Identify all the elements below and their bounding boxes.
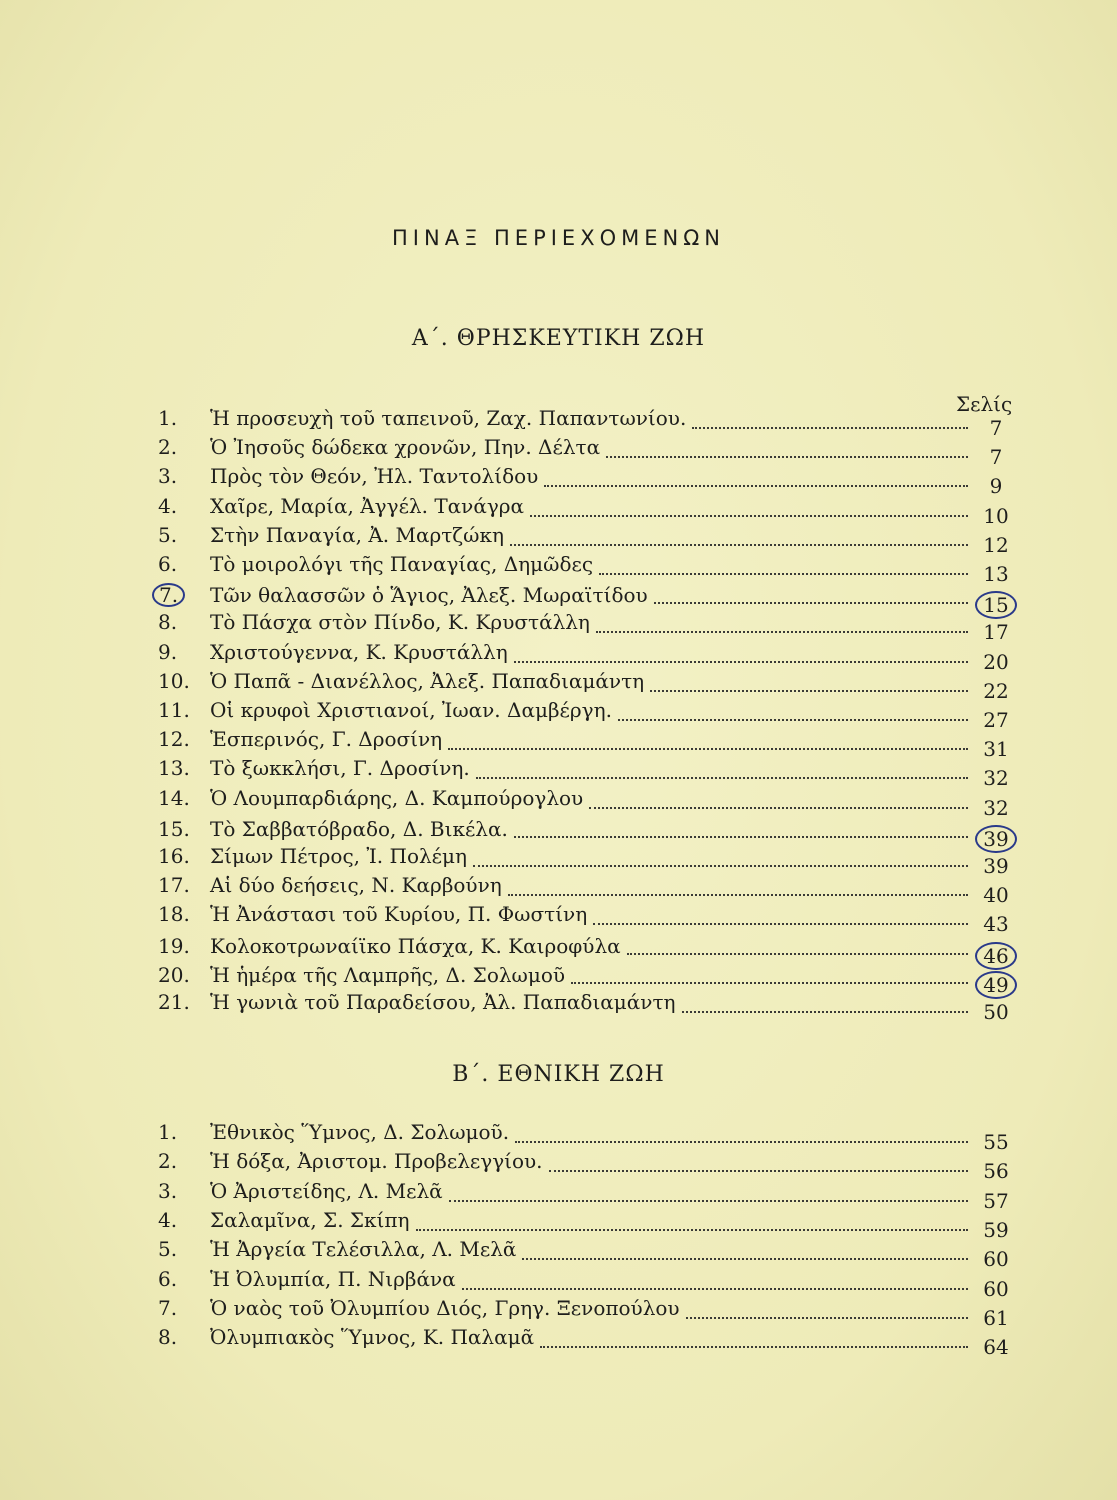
- entry-title: Ἡ προσευχὴ τοῦ ταπεινοῦ, Ζαχ. Παπαντωνίου.: [210, 406, 687, 430]
- dot-leader: [514, 822, 968, 838]
- entry-number: [158, 669, 210, 693]
- entry-title: Ἡ Ἀργεία Τελέσιλλα, Λ. Μελᾶ: [210, 1237, 517, 1262]
- entry-number: [158, 1237, 210, 1261]
- dot-leader: [514, 647, 968, 663]
- toc-entry: [158, 1207, 1018, 1242]
- section-heading-b: Β΄. ΕΘΝΙΚΗ ΖΩΗ: [452, 1062, 665, 1087]
- dot-leader: [596, 617, 968, 633]
- entry-number-text: 2.: [158, 1149, 178, 1174]
- toc-entry: [158, 668, 1018, 703]
- toc-entry: [158, 902, 1018, 937]
- entry-number-text: 8.: [158, 610, 178, 635]
- toc-entry: [158, 727, 1018, 762]
- entry-number-text: 10.: [158, 668, 190, 693]
- dot-leader: [510, 530, 968, 546]
- entry-number: [158, 1149, 210, 1173]
- entry-page-text: 13: [983, 562, 1009, 586]
- entry-number-text: 15.: [158, 816, 190, 841]
- dot-leader: [522, 1244, 968, 1260]
- dot-leader: [571, 968, 968, 984]
- dot-leader: [686, 1303, 968, 1319]
- entry-title: Πρὸς τὸν Θεόν, Ἠλ. Ταντολίδου: [210, 464, 539, 489]
- entry-title: Στὴν Παναγία, Ἀ. Μαρτζώκη: [210, 522, 504, 547]
- dot-leader: [530, 501, 968, 517]
- entry-page-text: 31: [983, 737, 1009, 762]
- toc-entry: [158, 756, 1018, 791]
- entry-number-text: 7.: [152, 583, 185, 607]
- dot-leader: [549, 1156, 968, 1172]
- entry-page-text: 55: [983, 1130, 1009, 1154]
- entry-number-text: 17.: [158, 873, 190, 898]
- entry-page-text: 43: [983, 912, 1009, 937]
- toc-entry: [158, 464, 1018, 499]
- entry-number-text: 14.: [158, 785, 190, 810]
- entry-page-text: 60: [983, 1276, 1009, 1301]
- entry-title: Ἡ Ὀλυμπία, Π. Νιρβάνα: [210, 1266, 456, 1291]
- toc-entry: [158, 522, 1018, 557]
- entry-title: Τὸ Σαββατόβραδο, Δ. Βικέλα.: [210, 816, 508, 841]
- section-heading-a: Α΄. ΘΡΗΣΚΕΥΤΙΚΗ ΖΩΗ: [411, 326, 706, 351]
- toc-entry: [158, 552, 1018, 586]
- entry-number: [158, 990, 210, 1014]
- dot-leader: [508, 880, 968, 896]
- entry-title: Σίμων Πέτρος, Ἰ. Πολέμη: [210, 844, 468, 868]
- entry-title: Σαλαμῖνα, Σ. Σκίπη: [210, 1207, 410, 1232]
- entry-number: [158, 844, 210, 868]
- entry-number: [158, 756, 210, 780]
- toc-entry: [158, 1295, 1018, 1330]
- entry-number-text: 5.: [158, 1237, 178, 1262]
- entry-title: Ἡ δόξα, Ἀριστομ. Προβελεγγίου.: [210, 1149, 543, 1174]
- entry-number: [158, 727, 210, 751]
- dot-leader: [449, 1186, 968, 1202]
- entry-title: Τὸ μοιρολόγι τῆς Παναγίας, Δημῶδες: [210, 552, 594, 576]
- toc-entry: [158, 1149, 1018, 1184]
- dot-leader: [515, 1127, 968, 1143]
- entry-page-number: [974, 1000, 1018, 1024]
- entry-page-text: 50: [983, 1000, 1009, 1024]
- entry-title: Τὸ ξωκκλήσι, Γ. Δροσίνη.: [210, 756, 470, 781]
- toc-entry: [158, 493, 1018, 528]
- dot-leader: [654, 588, 968, 604]
- entry-number-text: 21.: [158, 990, 190, 1014]
- toc-entry: [158, 435, 1018, 470]
- entry-number: [158, 464, 210, 488]
- toc-entry: [158, 990, 1018, 1024]
- entry-number: [158, 640, 210, 664]
- toc-entry: [158, 1325, 1018, 1360]
- entry-number-text: 11.: [158, 698, 190, 722]
- page-title: ΠΙΝΑΞ ΠΕΡΙΕΧΟΜΕΝΩΝ: [392, 226, 725, 250]
- entry-page-text: 7: [989, 445, 1003, 470]
- entry-number: [158, 610, 210, 634]
- entry-page-text: 15: [975, 591, 1016, 619]
- entry-title: Χαῖρε, Μαρία, Ἀγγέλ. Τανάγρα: [210, 493, 525, 518]
- entry-page-text: 64: [983, 1335, 1009, 1360]
- entry-number-text: 18.: [158, 902, 190, 927]
- entry-page-number: [974, 1335, 1018, 1359]
- entry-number-text: 9.: [158, 639, 178, 664]
- dot-leader: [599, 559, 968, 575]
- entry-page-text: 10: [983, 503, 1009, 528]
- entry-number: [158, 817, 210, 841]
- entry-page-text: 57: [983, 1188, 1009, 1213]
- entry-number: [158, 1179, 210, 1203]
- entry-page-text: 61: [983, 1305, 1009, 1330]
- entry-number-text: 6.: [158, 552, 178, 576]
- page-column-label: Σελίς: [956, 392, 1013, 416]
- entry-title: Ὁ Ἀριστείδης, Λ. Μελᾶ: [210, 1178, 443, 1203]
- dot-leader: [650, 676, 968, 692]
- entry-page-text: 59: [983, 1217, 1009, 1242]
- toc-entry: [158, 1120, 1018, 1154]
- entry-number-text: 7.: [158, 1295, 178, 1320]
- entry-number: [158, 873, 210, 897]
- entry-number: [158, 1267, 210, 1291]
- entry-number-text: 13.: [158, 756, 190, 781]
- entry-number: [158, 786, 210, 810]
- entry-number: [158, 1208, 210, 1232]
- toc-entry: [158, 581, 1018, 618]
- entry-page-text: 32: [983, 795, 1009, 820]
- entry-number-text: 20.: [158, 962, 190, 987]
- entry-number-text: 3.: [158, 464, 178, 489]
- entry-number-text: 8.: [158, 1325, 178, 1350]
- entry-title: Ὁ Λουμπαρδιάρης, Δ. Καμπούρογλου: [210, 785, 584, 810]
- toc-entry: [158, 815, 1018, 851]
- entry-number-text: 1.: [158, 406, 178, 430]
- toc-entry: [158, 610, 1018, 645]
- entry-page-text: 20: [983, 649, 1009, 674]
- entry-page-text: 9: [989, 474, 1003, 499]
- entry-number: [158, 435, 210, 459]
- entry-number-text: 5.: [158, 522, 178, 547]
- entry-number-text: 3.: [158, 1178, 178, 1203]
- entry-number-text: 4.: [158, 493, 178, 518]
- dot-leader: [618, 705, 968, 721]
- entry-number: [158, 963, 210, 987]
- toc-entry: [158, 844, 1018, 878]
- dot-leader: [627, 939, 968, 955]
- entry-title: Ἡ Ἀνάστασι τοῦ Κυρίου, Π. Φωστίνη: [210, 902, 588, 927]
- entry-title: Ὁ Παπᾶ - Διανέλλος, Ἀλεξ. Παπαδιαμάντη: [210, 668, 645, 693]
- entry-title: Ἐθνικὸς Ὕμνος, Δ. Σολωμοῦ.: [210, 1120, 510, 1144]
- entry-page-text: 32: [983, 766, 1009, 791]
- entry-page-text: 40: [983, 883, 1009, 908]
- entry-title: Οἱ κρυφοὶ Χριστιανοί, Ἰωαν. Δαμβέργη.: [210, 698, 612, 722]
- entry-title: Ἑσπερινός, Γ. Δροσίνη: [210, 727, 443, 752]
- dot-leader: [692, 413, 968, 429]
- dot-leader: [462, 1274, 968, 1290]
- toc-entry: [158, 785, 1018, 820]
- entry-number-text: 2.: [158, 435, 178, 460]
- dot-leader: [473, 851, 968, 867]
- toc-entry: [158, 932, 1018, 968]
- entry-number: [158, 1120, 210, 1144]
- entry-page-text: 49: [975, 971, 1016, 999]
- entry-number: [158, 934, 210, 958]
- toc-entry: [158, 406, 1018, 440]
- entry-title: Τὸ Πάσχα στὸν Πίνδο, Κ. Κρυστάλλη: [210, 610, 590, 635]
- entry-title: Χριστούγεννα, Κ. Κρυστάλλη: [210, 639, 508, 664]
- toc-entry: [158, 639, 1018, 674]
- entry-number: [158, 1296, 210, 1320]
- entry-number-text: 6.: [158, 1266, 178, 1291]
- entry-number: [158, 1325, 210, 1349]
- toc-entry: [158, 873, 1018, 908]
- entry-number: [158, 523, 210, 547]
- entry-page-text: 12: [983, 532, 1009, 557]
- toc-entry: [158, 1178, 1018, 1213]
- entry-page-text: 46: [975, 942, 1016, 970]
- entry-title: Αἱ δύο δεήσεις, Ν. Καρβούνη: [210, 873, 502, 898]
- entry-page-text: 39: [975, 825, 1016, 853]
- dot-leader: [682, 997, 969, 1013]
- entry-title: Κολοκοτρωναίϊκο Πάσχα, Κ. Καιροφύλα: [210, 933, 621, 958]
- dot-leader: [606, 442, 968, 458]
- toc-entry: [158, 698, 1018, 732]
- dot-leader: [416, 1215, 968, 1231]
- dot-leader: [540, 1332, 968, 1348]
- entry-title: Τῶν θαλασσῶν ὁ Ἅγιος, Ἀλεξ. Μωραϊτίδου: [210, 583, 648, 608]
- entry-number-text: 12.: [158, 727, 190, 752]
- entry-number-text: 1.: [158, 1120, 178, 1144]
- entry-number: [158, 902, 210, 926]
- dot-leader: [589, 793, 968, 809]
- toc-entry: [158, 961, 1018, 997]
- entry-number: [158, 406, 210, 430]
- entry-title: Ὀλυμπιακὸς Ὕμνος, Κ. Παλαμᾶ: [210, 1325, 535, 1350]
- toc-entry: [158, 1266, 1018, 1301]
- entry-number: [158, 494, 210, 518]
- entry-number: [158, 552, 210, 576]
- entry-number-text: 16.: [158, 844, 190, 868]
- entry-page-text: 39: [983, 854, 1009, 878]
- entry-number: [158, 583, 210, 607]
- dot-leader: [476, 763, 968, 779]
- entry-page-text: 7: [989, 416, 1003, 440]
- entry-number: [158, 698, 210, 722]
- entry-number-text: 4.: [158, 1207, 178, 1232]
- entry-page-text: 60: [983, 1247, 1009, 1272]
- toc-entry: [158, 1237, 1018, 1272]
- entry-title: Ὁ ναὸς τοῦ Ὀλυμπίου Διός, Γρηγ. Ξενοπούλου: [210, 1295, 680, 1320]
- entry-page-text: 27: [983, 708, 1009, 732]
- entry-page-text: 22: [983, 678, 1009, 703]
- dot-leader: [593, 909, 968, 925]
- entry-page-text: 17: [983, 620, 1009, 645]
- entry-title: Ἡ γωνιὰ τοῦ Παραδείσου, Ἀλ. Παπαδιαμάντη: [210, 990, 676, 1014]
- dot-leader: [448, 734, 968, 750]
- entry-page-text: 56: [983, 1159, 1009, 1184]
- entry-title: Ἡ ἡμέρα τῆς Λαμπρῆς, Δ. Σολωμοῦ: [210, 962, 566, 987]
- entry-number-text: 19.: [158, 933, 190, 958]
- entry-title: Ὁ Ἰησοῦς δώδεκα χρονῶν, Πην. Δέλτα: [210, 435, 601, 460]
- dot-leader: [544, 471, 968, 487]
